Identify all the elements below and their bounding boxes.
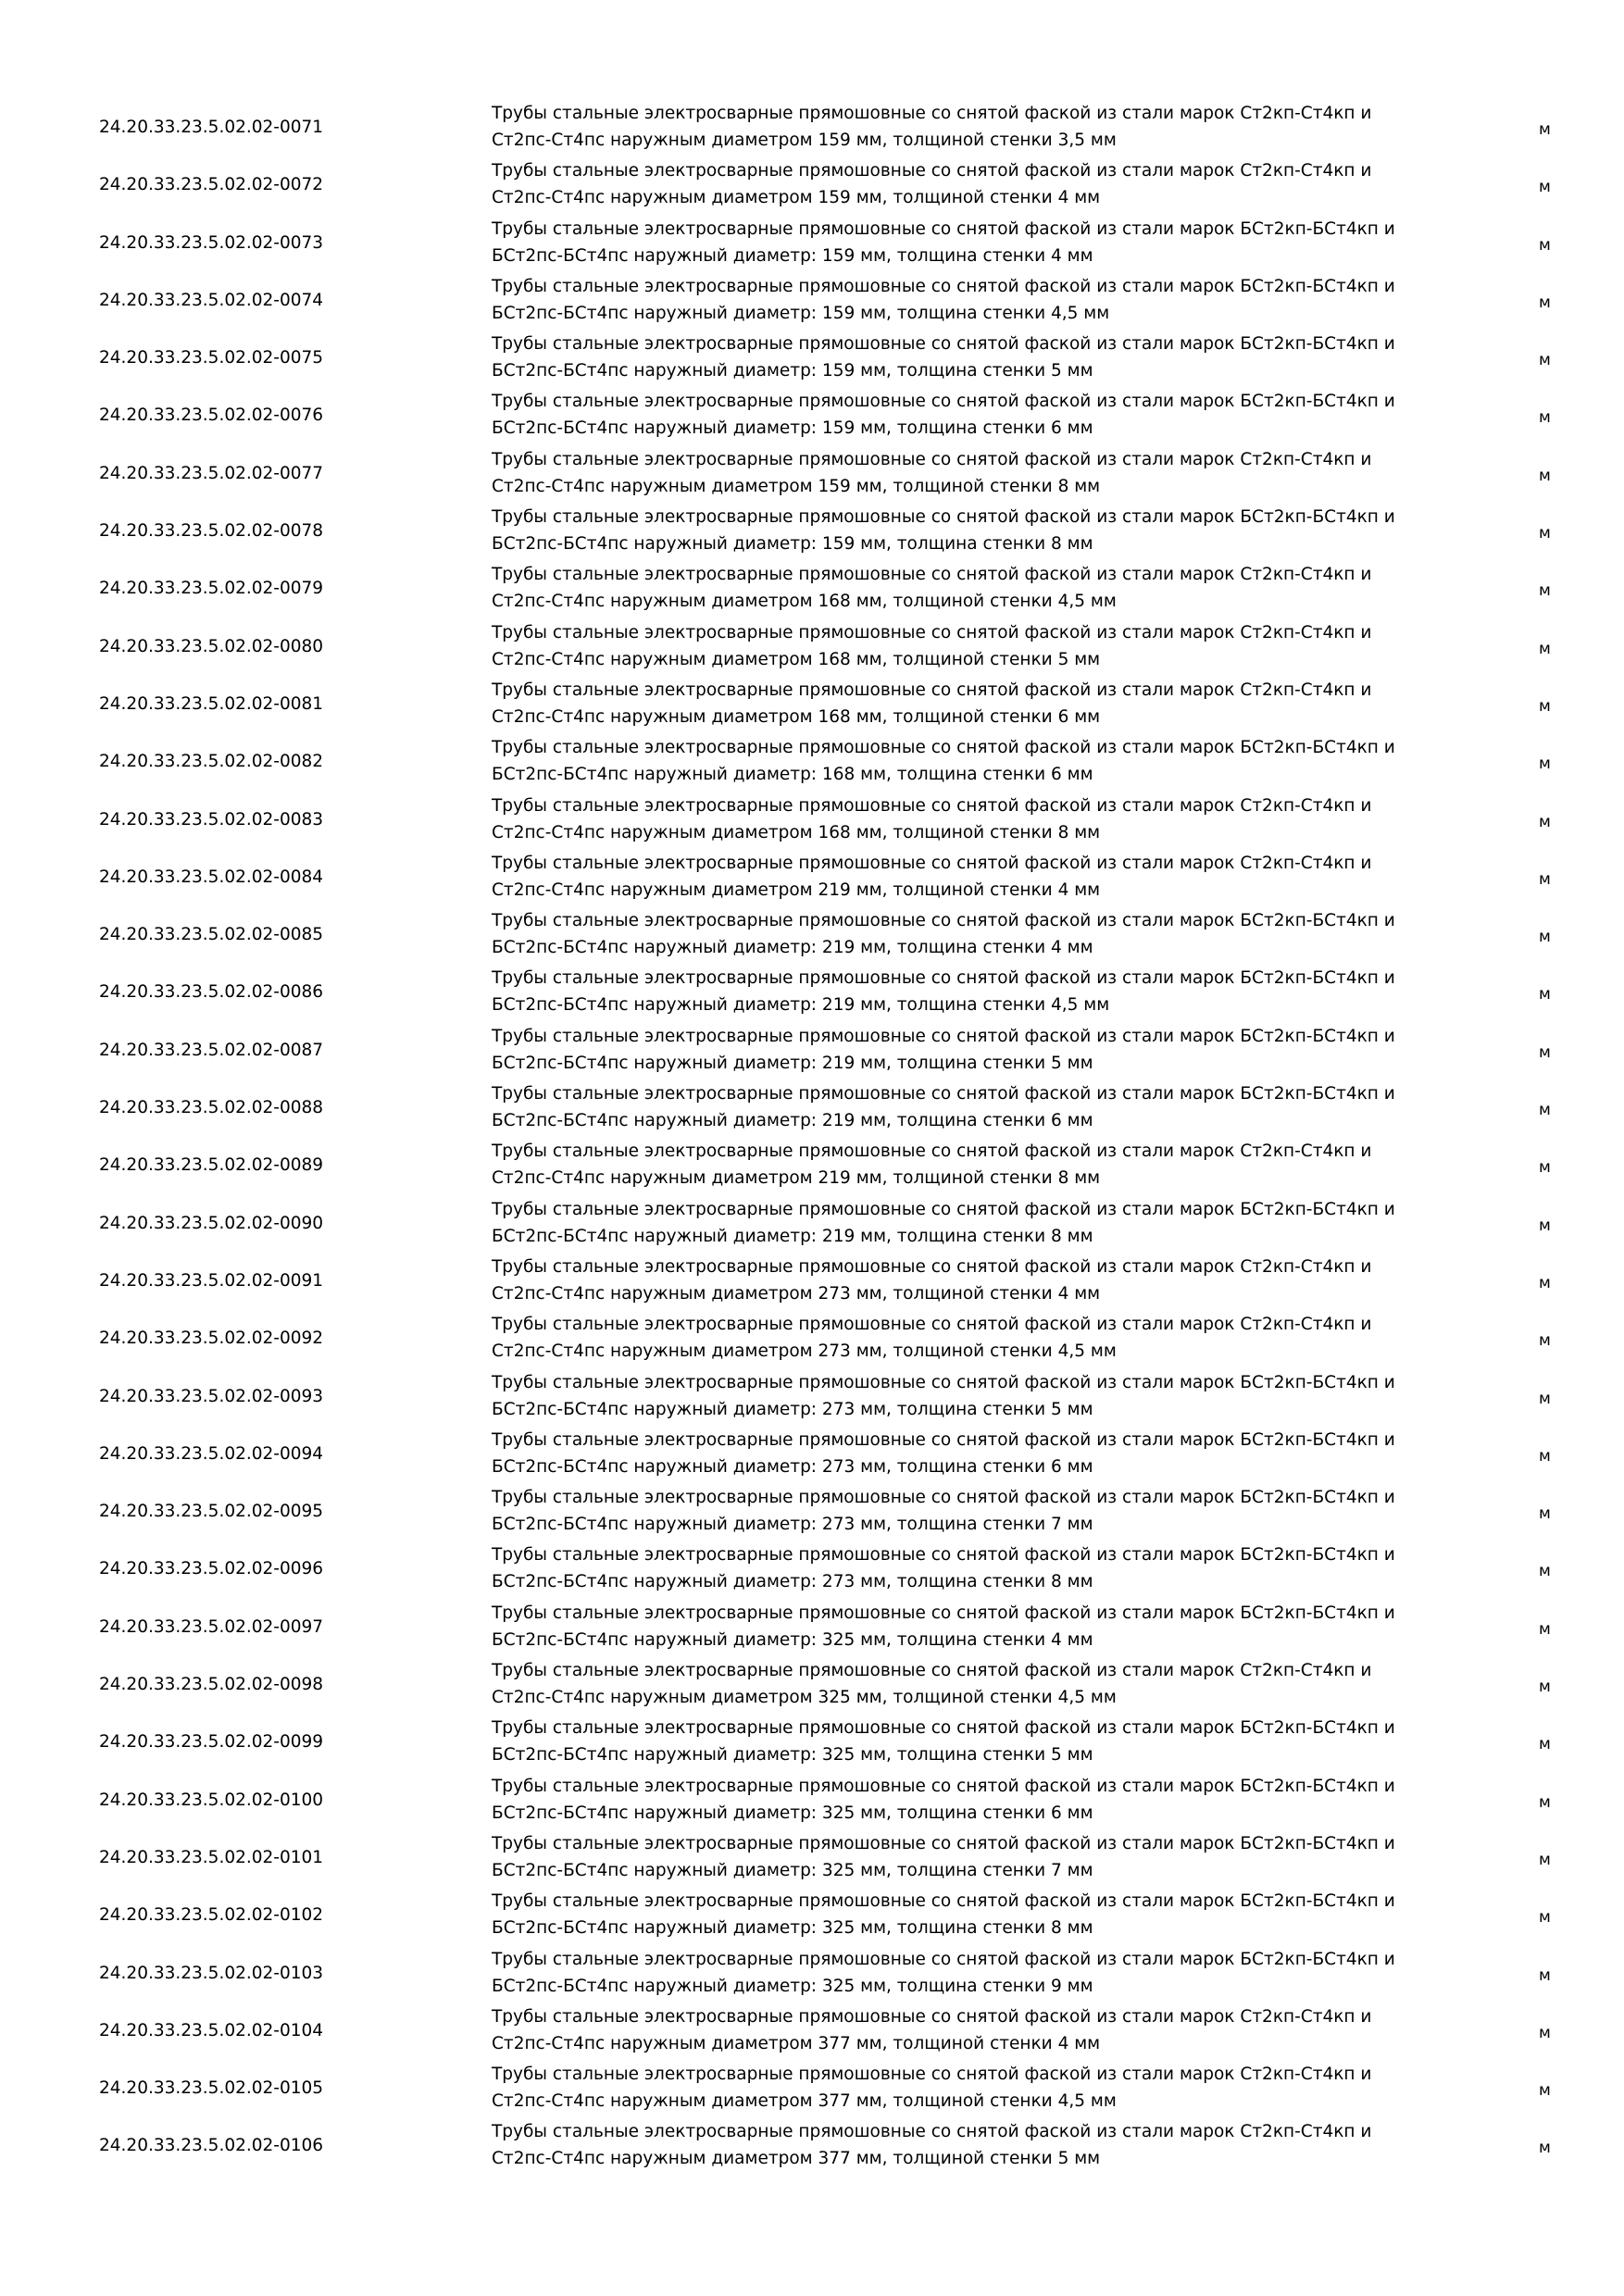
resource-code: 24.20.33.23.5.02.02-0103 [99, 1963, 324, 1983]
resource-code: 24.20.33.23.5.02.02-0077 [99, 463, 324, 483]
table-row [0, 1713, 1624, 1770]
resource-description [492, 1080, 1482, 1134]
description-line: Трубы стальные электросварные прямошовные со снятой фаской из стали марок БСт2кп-БСт4кп и [492, 968, 1395, 989]
description-line: Ст2пс-Ст4пс наружным диаметром 168 мм, толщиной стенки 6 мм [492, 706, 1101, 727]
resource-code: 24.20.33.23.5.02.02-0073 [99, 232, 324, 253]
description-line: Трубы стальные электросварные прямошовные со снятой фаской из стали марок Ст2кп-Ст4кп и [492, 104, 1372, 123]
table-row [0, 502, 1624, 559]
description-line: Трубы стальные электросварные прямошовные со снятой фаской из стали марок Ст2кп-Ст4кп и [492, 449, 1372, 469]
resource-description [492, 1830, 1482, 1884]
description-line: БСт2пс-БСт4пс наружный диаметр: 159 мм, толщина стенки 4,5 мм [492, 303, 1110, 323]
description-line: Трубы стальные электросварные прямошовные со снятой фаской из стали марок БСт2кп-БСт4кп и [492, 1084, 1395, 1104]
description-line: Трубы стальные электросварные прямошовные со снятой фаской из стали марок Ст2кп-Ст4кп и [492, 2006, 1372, 2027]
description-line: Ст2пс-Ст4пс наружным диаметром 273 мм, толщиной стенки 4 мм [492, 1283, 1101, 1304]
description-line: БСт2пс-БСт4пс наружный диаметр: 159 мм, толщина стенки 8 мм [492, 534, 1093, 555]
resource-code: 24.20.33.23.5.02.02-0075 [99, 348, 324, 368]
table-row [0, 2002, 1624, 2059]
resource-code: 24.20.33.23.5.02.02-0087 [99, 1040, 324, 1060]
unit-of-measure: м [1539, 1446, 1551, 1466]
description-line: БСт2пс-БСт4пс наружный диаметр: 159 мм, толщина стенки 5 мм [492, 361, 1093, 381]
description-line: Трубы стальные электросварные прямошовные со снятой фаской из стали марок БСт2кп-БСт4кп и [492, 1199, 1395, 1219]
resource-code: 24.20.33.23.5.02.02-0102 [99, 1905, 324, 1926]
description-line: Ст2пс-Ст4пс наружным диаметром 168 мм, толщиной стенки 8 мм [492, 822, 1101, 842]
description-line: Трубы стальные электросварные прямошовные со снятой фаской из стали марок БСт2кп-БСт4кп и [492, 911, 1395, 931]
resource-code: 24.20.33.23.5.02.02-0085 [99, 925, 324, 945]
resource-code: 24.20.33.23.5.02.02-0101 [99, 1847, 324, 1867]
description-line: Трубы стальные электросварные прямошовные со снятой фаской из стали марок Ст2кп-Ст4кп и [492, 161, 1372, 181]
resource-code: 24.20.33.23.5.02.02-0090 [99, 1213, 324, 1233]
description-line: БСт2пс-БСт4пс наружный диаметр: 273 мм, толщина стенки 5 мм [492, 1399, 1093, 1419]
description-line: Ст2пс-Ст4пс наружным диаметром 168 мм, толщиной стенки 5 мм [492, 649, 1101, 669]
table-row [0, 98, 1624, 156]
description-line: БСт2пс-БСт4пс наружный диаметр: 325 мм, толщина стенки 7 мм [492, 1860, 1093, 1880]
table-row [0, 1540, 1624, 1597]
resource-description [492, 446, 1482, 500]
table-row [0, 1252, 1624, 1309]
table-row [0, 2059, 1624, 2116]
description-line: Трубы стальные электросварные прямошовные со снятой фаской из стали марок БСт2кп-БСт4кп и [492, 1833, 1395, 1853]
unit-of-measure: м [1539, 1850, 1551, 1869]
resource-description [492, 561, 1482, 615]
description-line: БСт2пс-БСт4пс наружный диаметр: 325 мм, толщина стенки 9 мм [492, 1976, 1093, 1996]
description-line: Трубы стальные электросварные прямошовные со снятой фаской из стали марок БСт2кп-БСт4кп и [492, 1026, 1395, 1046]
table-row [0, 1598, 1624, 1655]
table-row [0, 963, 1624, 1020]
resource-description [492, 850, 1482, 904]
description-line: Трубы стальные электросварные прямошовные со снятой фаской из стали марок БСт2кп-БСт4кп и [492, 1776, 1395, 1796]
description-line: Трубы стальные электросварные прямошовные со снятой фаской из стали марок Ст2кп-Ст4кп и [492, 622, 1372, 643]
resource-code: 24.20.33.23.5.02.02-0094 [99, 1443, 324, 1464]
resource-description [492, 2003, 1482, 2057]
resource-code: 24.20.33.23.5.02.02-0091 [99, 1270, 324, 1291]
resource-code: 24.20.33.23.5.02.02-0104 [99, 2020, 324, 2040]
description-line: Трубы стальные электросварные прямошовные со снятой фаской из стали марок Ст2кп-Ст4кп и [492, 2122, 1372, 2142]
description-line: БСт2пс-БСт4пс наружный диаметр: 325 мм, толщина стенки 5 мм [492, 1745, 1093, 1766]
table-row [0, 1021, 1624, 1079]
unit-of-measure: м [1539, 1101, 1551, 1120]
description-line: БСт2пс-БСт4пс наружный диаметр: 159 мм, толщина стенки 4 мм [492, 245, 1093, 266]
unit-of-measure: м [1539, 1273, 1551, 1292]
description-line: Трубы стальные электросварные прямошовные со снятой фаской из стали марок БСт2кп-БСт4кп и [492, 218, 1395, 239]
unit-of-measure: м [1539, 293, 1551, 312]
resource-description [492, 1484, 1482, 1538]
unit-of-measure: м [1539, 1158, 1551, 1178]
description-line: Ст2пс-Ст4пс наружным диаметром 159 мм, толщиной стенки 8 мм [492, 476, 1101, 496]
unit-of-measure: м [1539, 178, 1551, 197]
description-line: Трубы стальные электросварные прямошовные со снятой фаской из стали марок Ст2кп-Ст4кп и [492, 1142, 1372, 1162]
resource-description [492, 1196, 1482, 1250]
resource-code: 24.20.33.23.5.02.02-0080 [99, 636, 324, 656]
description-line: БСт2пс-БСт4пс наружный диаметр: 325 мм, толщина стенки 4 мм [492, 1629, 1093, 1650]
resource-description [492, 1427, 1482, 1480]
description-line: БСт2пс-БСт4пс наружный диаметр: 168 мм, толщина стенки 6 мм [492, 765, 1093, 785]
table-row [0, 675, 1624, 732]
resource-description [492, 1657, 1482, 1711]
description-line: БСт2пс-БСт4пс наружный диаметр: 159 мм, толщина стенки 6 мм [492, 418, 1093, 439]
resource-description [492, 1715, 1482, 1768]
description-line: Трубы стальные электросварные прямошовные со снятой фаской из стали марок Ст2кп-Ст4кп и [492, 1661, 1372, 1681]
description-line: Трубы стальные электросварные прямошовные со снятой фаской из стали марок БСт2кп-БСт4кп и [492, 1891, 1395, 1912]
description-line: БСт2пс-БСт4пс наружный диаметр: 325 мм, толщина стенки 6 мм [492, 1803, 1093, 1823]
description-line: Трубы стальные электросварные прямошовные со снятой фаской из стали марок БСт2кп-БСт4кп и [492, 334, 1395, 355]
resource-code: 24.20.33.23.5.02.02-0086 [99, 982, 324, 1003]
resource-description [492, 1023, 1482, 1077]
table-row [0, 1194, 1624, 1252]
resource-description [492, 2118, 1482, 2172]
resource-description [492, 1888, 1482, 1941]
description-line: Трубы стальные электросварные прямошовные со снятой фаской из стали марок БСт2кп-БСт4кп и [492, 1488, 1395, 1508]
description-line: Ст2пс-Ст4пс наружным диаметром 377 мм, толщиной стенки 4 мм [492, 2033, 1101, 2053]
resource-code: 24.20.33.23.5.02.02-0093 [99, 1386, 324, 1406]
unit-of-measure: м [1539, 1389, 1551, 1408]
unit-of-measure: м [1539, 639, 1551, 658]
resource-description [492, 1541, 1482, 1595]
unit-of-measure: м [1539, 466, 1551, 485]
unit-of-measure: м [1539, 1216, 1551, 1235]
unit-of-measure: м [1539, 120, 1551, 139]
unit-of-measure: м [1539, 2023, 1551, 2042]
unit-of-measure: м [1539, 235, 1551, 255]
unit-of-measure: м [1539, 1792, 1551, 1812]
resource-description [492, 734, 1482, 788]
description-line: Трубы стальные электросварные прямошовные со снятой фаской из стали марок БСт2кп-БСт4кп и [492, 276, 1395, 296]
description-line: Трубы стальные электросварные прямошовные со снятой фаской из стали марок БСт2кп-БСт4кп и [492, 1718, 1395, 1739]
table-row [0, 559, 1624, 617]
description-line: Трубы стальные электросварные прямошовные со снятой фаской из стали марок Ст2кп-Ст4кп и [492, 795, 1372, 816]
table-row [0, 1367, 1624, 1425]
description-line: Ст2пс-Ст4пс наружным диаметром 159 мм, толщиной стенки 3,5 мм [492, 131, 1117, 150]
description-line: Трубы стальные электросварные прямошовные со снятой фаской из стали марок БСт2кп-БСт4кп и [492, 1372, 1395, 1392]
resource-code: 24.20.33.23.5.02.02-0105 [99, 2078, 324, 2099]
description-line: БСт2пс-БСт4пс наружный диаметр: 273 мм, толщина стенки 7 мм [492, 1515, 1093, 1535]
table-row [0, 386, 1624, 443]
resource-description [492, 216, 1482, 269]
description-line: Трубы стальные электросварные прямошовные со снятой фаской из стали марок Ст2кп-Ст4кп и [492, 1256, 1372, 1277]
unit-of-measure: м [1539, 869, 1551, 889]
table-row [0, 1425, 1624, 1482]
description-line: БСт2пс-БСт4пс наружный диаметр: 273 мм, толщина стенки 8 мм [492, 1572, 1093, 1592]
description-line: БСт2пс-БСт4пс наружный диаметр: 219 мм, толщина стенки 4,5 мм [492, 995, 1110, 1016]
unit-of-measure: м [1539, 408, 1551, 428]
unit-of-measure: м [1539, 985, 1551, 1004]
resource-code: 24.20.33.23.5.02.02-0088 [99, 1098, 324, 1118]
resource-code: 24.20.33.23.5.02.02-0095 [99, 1502, 324, 1522]
resource-code: 24.20.33.23.5.02.02-0083 [99, 809, 324, 830]
description-line: Ст2пс-Ст4пс наружным диаметром 159 мм, толщиной стенки 4 мм [492, 188, 1101, 208]
description-line: Трубы стальные электросварные прямошовные со снятой фаской из стали марок БСт2кп-БСт4кп и [492, 1603, 1395, 1623]
resource-code: 24.20.33.23.5.02.02-0097 [99, 1616, 324, 1637]
resource-description [492, 677, 1482, 730]
description-line: Трубы стальные электросварные прямошовные со снятой фаской из стали марок БСт2кп-БСт4кп и [492, 738, 1395, 758]
unit-of-measure: м [1539, 581, 1551, 601]
table-row [0, 1482, 1624, 1540]
description-line: Ст2пс-Ст4пс наружным диаметром 273 мм, толщиной стенки 4,5 мм [492, 1341, 1117, 1362]
description-line: Ст2пс-Ст4пс наружным диаметром 325 мм, толщиной стенки 4,5 мм [492, 1688, 1117, 1708]
description-line: Ст2пс-Ст4пс наружным диаметром 377 мм, толщиной стенки 4,5 мм [492, 2091, 1117, 2112]
table-row [0, 1886, 1624, 1943]
unit-of-measure: м [1539, 1504, 1551, 1524]
description-line: Трубы стальные электросварные прямошовные со снятой фаской из стали марок БСт2кп-БСт4кп и [492, 1949, 1395, 1969]
resource-description [492, 388, 1482, 442]
description-line: Трубы стальные электросварные прямошовные со снятой фаской из стали марок Ст2кп-Ст4кп и [492, 1315, 1372, 1335]
unit-of-measure: м [1539, 1562, 1551, 1581]
resource-description [492, 965, 1482, 1018]
resource-description [492, 2061, 1482, 2115]
resource-description [492, 331, 1482, 384]
description-line: Ст2пс-Ст4пс наружным диаметром 168 мм, толщиной стенки 4,5 мм [492, 592, 1117, 612]
resource-description [492, 907, 1482, 961]
unit-of-measure: м [1539, 524, 1551, 543]
resource-code: 24.20.33.23.5.02.02-0092 [99, 1329, 324, 1349]
resource-code: 24.20.33.23.5.02.02-0084 [99, 867, 324, 887]
resource-code: 24.20.33.23.5.02.02-0081 [99, 693, 324, 714]
resource-code: 24.20.33.23.5.02.02-0099 [99, 1732, 324, 1753]
unit-of-measure: м [1539, 351, 1551, 370]
table-row [0, 1309, 1624, 1366]
description-line: БСт2пс-БСт4пс наружный диаметр: 219 мм, толщина стенки 4 мм [492, 938, 1093, 958]
resource-description [492, 1946, 1482, 2000]
table-row [0, 1655, 1624, 1713]
unit-of-measure: м [1539, 812, 1551, 831]
resource-description [492, 157, 1482, 211]
description-line: Трубы стальные электросварные прямошовные со снятой фаской из стали марок Ст2кп-Ст4кп и [492, 2065, 1372, 2085]
resource-code: 24.20.33.23.5.02.02-0074 [99, 290, 324, 310]
resource-code: 24.20.33.23.5.02.02-0096 [99, 1559, 324, 1579]
table-row [0, 156, 1624, 213]
table-row [0, 271, 1624, 329]
resource-description [492, 619, 1482, 673]
unit-of-measure: м [1539, 928, 1551, 947]
description-line: Трубы стальные электросварные прямошовные со снятой фаской из стали марок Ст2кп-Ст4кп и [492, 565, 1372, 585]
resource-code: 24.20.33.23.5.02.02-0089 [99, 1155, 324, 1176]
resource-code: 24.20.33.23.5.02.02-0100 [99, 1790, 324, 1810]
description-line: БСт2пс-БСт4пс наружный диаметр: 273 мм, толщина стенки 6 мм [492, 1456, 1093, 1477]
resource-description [492, 1138, 1482, 1192]
resource-code: 24.20.33.23.5.02.02-0082 [99, 752, 324, 772]
unit-of-measure: м [1539, 1619, 1551, 1639]
table-row [0, 444, 1624, 502]
resource-code: 24.20.33.23.5.02.02-0072 [99, 175, 324, 195]
description-line: Трубы стальные электросварные прямошовные со снятой фаской из стали марок БСт2кп-БСт4кп и [492, 392, 1395, 412]
description-line: Трубы стальные электросварные прямошовные со снятой фаской из стали марок БСт2кп-БСт4кп и [492, 1545, 1395, 1566]
unit-of-measure: м [1539, 755, 1551, 774]
unit-of-measure: м [1539, 2081, 1551, 2101]
resource-code: 24.20.33.23.5.02.02-0106 [99, 2136, 324, 2156]
description-line: Ст2пс-Ст4пс наружным диаметром 219 мм, толщиной стенки 8 мм [492, 1168, 1101, 1189]
description-line: Трубы стальные электросварные прямошовные со снятой фаской из стали марок БСт2кп-БСт4кп и [492, 507, 1395, 528]
resource-description [492, 504, 1482, 557]
unit-of-measure: м [1539, 1965, 1551, 1985]
resource-description [492, 273, 1482, 327]
description-line: БСт2пс-БСт4пс наружный диаметр: 219 мм, толщина стенки 5 мм [492, 1053, 1093, 1073]
table-row [0, 2116, 1624, 2174]
resource-code: 24.20.33.23.5.02.02-0098 [99, 1675, 324, 1695]
unit-of-measure: м [1539, 696, 1551, 716]
resource-description [492, 1254, 1482, 1307]
unit-of-measure: м [1539, 1042, 1551, 1062]
table-row [0, 732, 1624, 790]
unit-of-measure: м [1539, 1908, 1551, 1928]
resource-code: 24.20.33.23.5.02.02-0078 [99, 521, 324, 542]
table-row [0, 848, 1624, 905]
unit-of-measure: м [1539, 1331, 1551, 1351]
table-row [0, 905, 1624, 963]
resource-description [492, 1773, 1482, 1827]
table-row [0, 1771, 1624, 1828]
table-row [0, 329, 1624, 386]
resource-code: 24.20.33.23.5.02.02-0076 [99, 406, 324, 426]
resource-code: 24.20.33.23.5.02.02-0071 [99, 118, 324, 137]
unit-of-measure: м [1539, 2139, 1551, 2158]
table-row [0, 214, 1624, 271]
resource-description [492, 792, 1482, 846]
unit-of-measure: м [1539, 1735, 1551, 1754]
table-row [0, 618, 1624, 675]
description-line: Трубы стальные электросварные прямошовные со снятой фаской из стали марок Ст2кп-Ст4кп и [492, 853, 1372, 873]
description-line: БСт2пс-БСт4пс наружный диаметр: 325 мм, толщина стенки 8 мм [492, 1918, 1093, 1939]
resource-code: 24.20.33.23.5.02.02-0079 [99, 579, 324, 599]
resource-description [492, 1600, 1482, 1653]
table-row [0, 1944, 1624, 2002]
document-page [0, 98, 1624, 2175]
resource-description [492, 1369, 1482, 1423]
description-line: Ст2пс-Ст4пс наружным диаметром 377 мм, толщиной стенки 5 мм [492, 2149, 1101, 2169]
description-line: Трубы стальные электросварные прямошовные со снятой фаской из стали марок БСт2кп-БСт4кп и [492, 1429, 1395, 1450]
description-line: Трубы стальные электросварные прямошовные со снятой фаской из стали марок Ст2кп-Ст4кп и [492, 680, 1372, 700]
description-line: БСт2пс-БСт4пс наружный диаметр: 219 мм, толщина стенки 6 мм [492, 1111, 1093, 1131]
table-row [0, 1136, 1624, 1193]
table-row [0, 1079, 1624, 1136]
description-line: БСт2пс-БСт4пс наружный диаметр: 219 мм, толщина стенки 8 мм [492, 1226, 1093, 1246]
resource-description [492, 1311, 1482, 1365]
description-line: Ст2пс-Ст4пс наружным диаметром 219 мм, толщиной стенки 4 мм [492, 880, 1101, 900]
unit-of-measure: м [1539, 1678, 1551, 1697]
resource-description [492, 100, 1482, 154]
table-row [0, 791, 1624, 848]
table-row [0, 1828, 1624, 1886]
